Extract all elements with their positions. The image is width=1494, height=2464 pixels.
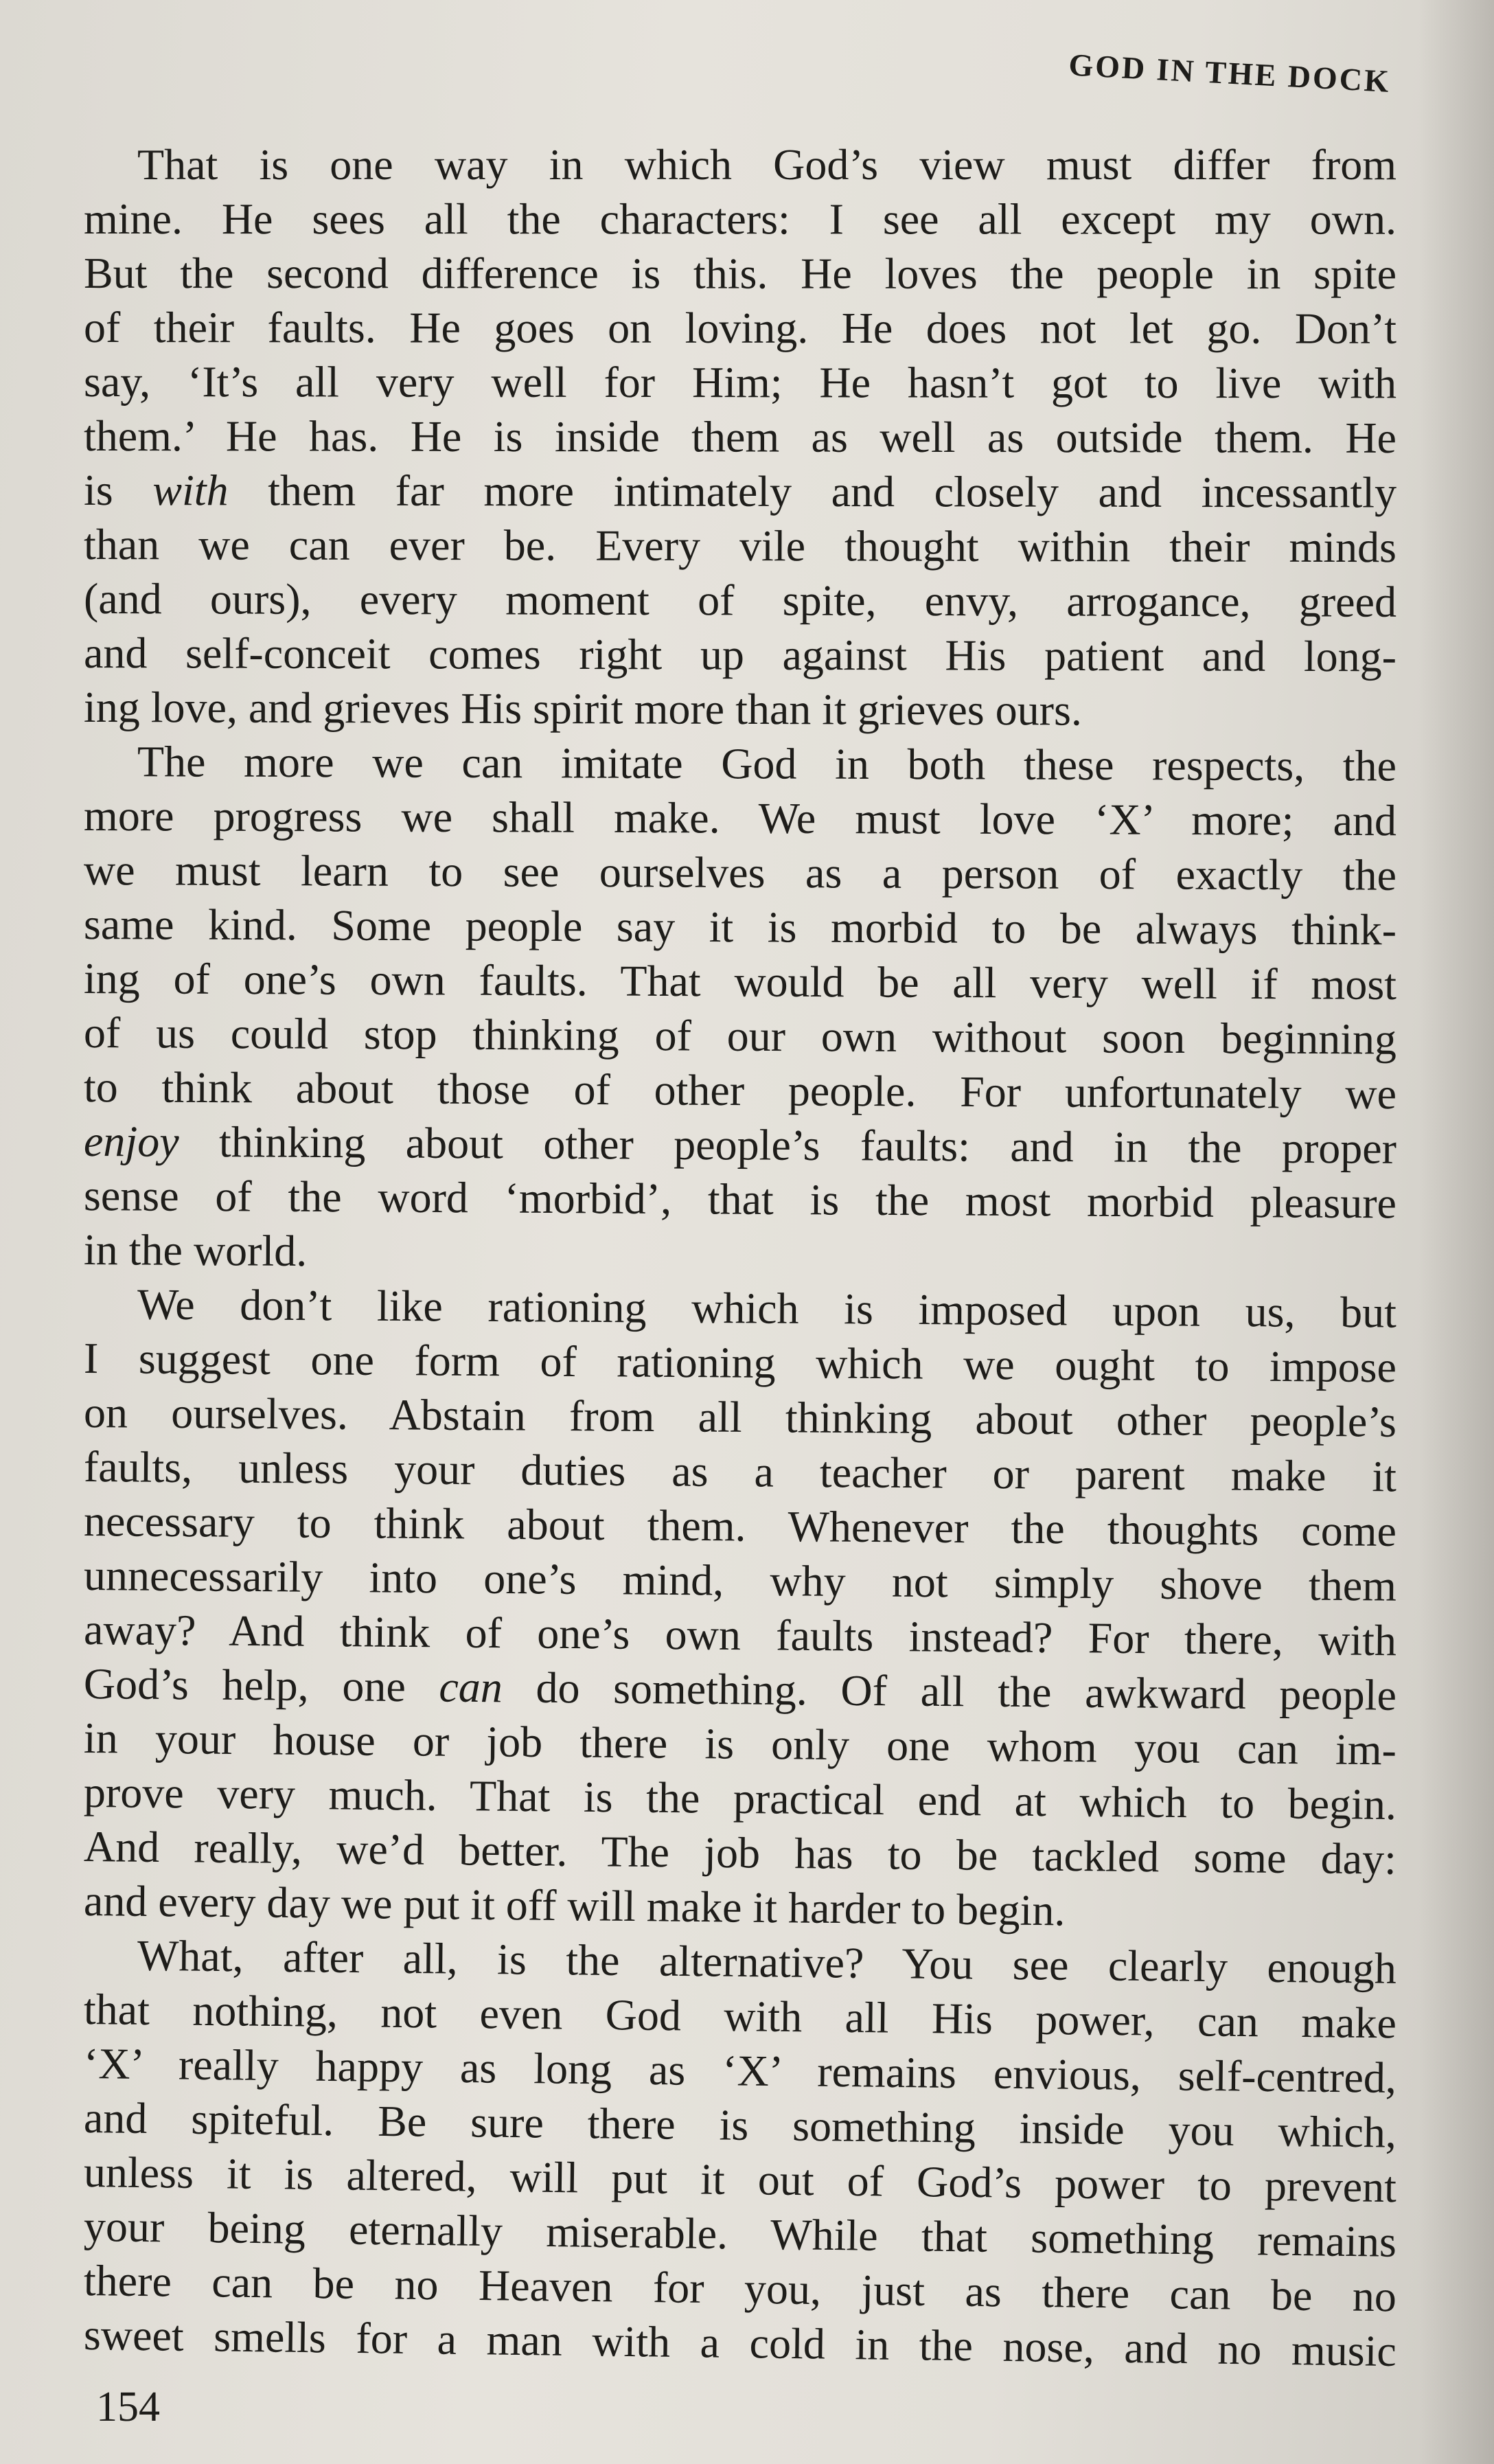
text-run: away? And think of one’s own faults instead? For there, with xyxy=(83,1605,1397,1665)
text-run: unless it is altered, will put it out of God’s power to prevent xyxy=(83,2147,1397,2212)
text-run: and every day we put it off will make it harder to begin. xyxy=(83,1876,1066,1935)
text-run: (and ours), every moment of spite, envy, arrogance, greed xyxy=(83,574,1397,626)
text-run: and self-conceit comes right up against His patient and long- xyxy=(83,628,1397,681)
text-run: thinking about other people’s faults: and in the proper xyxy=(179,1117,1397,1173)
text-run: and spiteful. Be sure there is something inside you which, xyxy=(83,2093,1397,2157)
text-run: of us could stop thinking of our own without soon beginning xyxy=(83,1008,1397,1064)
text-line xyxy=(84,1494,1397,1558)
text-line xyxy=(84,300,1397,356)
text-run: of their faults. He goes on loving. He does not let go. Don’t xyxy=(83,303,1397,353)
text-line xyxy=(84,897,1397,957)
text-line xyxy=(84,354,1397,410)
text-line xyxy=(84,1005,1397,1066)
text-run: necessary to think about them. Whenever the thoughts come xyxy=(83,1496,1397,1556)
text-run: is xyxy=(83,466,153,515)
text-run: same kind. Some people say it is morbid to be always think- xyxy=(83,900,1397,955)
text-line xyxy=(84,1277,1397,1340)
text-line xyxy=(84,137,1397,192)
body-text xyxy=(83,137,1397,2376)
text-line xyxy=(84,1548,1397,1613)
text-run: your being eternally miserable. While that something remains xyxy=(83,2202,1397,2266)
text-run: unnecessarily into one’s mind, why not simply shove them xyxy=(83,1551,1397,1610)
text-run: on ourselves. Abstain from all thinking about other people’s xyxy=(83,1388,1397,1446)
text-line xyxy=(84,571,1397,629)
text-line xyxy=(84,680,1397,738)
italic-word: can xyxy=(439,1662,503,1712)
text-run: them.’ He has. He is inside them as well as outside them. He xyxy=(83,411,1397,463)
text-run: And really, we’d better. The job has to be tackled some day: xyxy=(83,1822,1397,1884)
text-run: God’s help, one xyxy=(83,1659,439,1711)
text-line xyxy=(84,1439,1397,1503)
text-run: The more we can imitate God in both these respects, the xyxy=(137,737,1397,790)
text-line xyxy=(84,1222,1397,1285)
text-run: prove very much. That is the practical end at which to begin. xyxy=(83,1768,1397,1829)
text-run: sweet smells for a man with a cold in the nose, and no music xyxy=(83,2310,1397,2376)
text-run: sense of the word ‘morbid’, that is the most morbid pleasure xyxy=(83,1171,1397,1228)
text-run: do something. Of all the awkward people xyxy=(502,1663,1397,1720)
text-run: That is one way in which God’s view must differ from xyxy=(137,140,1397,189)
text-run: to think about those of other people. For unfortunately we xyxy=(83,1062,1397,1119)
text-run: ‘X’ really happy as long as ‘X’ remains envious, self-centred, xyxy=(83,2039,1397,2103)
text-run: faults, unless your duties as a teacher or parent make it xyxy=(83,1442,1397,1501)
text-run: more progress we shall make. We must love ‘X’ more; and xyxy=(83,791,1397,845)
text-line xyxy=(84,1060,1397,1121)
text-run: mine. He sees all the characters: I see all except my own. xyxy=(83,194,1397,244)
text-run: I suggest one form of rationing which we ought to impose xyxy=(83,1334,1397,1392)
text-line xyxy=(84,517,1397,574)
text-line xyxy=(84,843,1397,902)
text-run: in your house or job there is only one whom you can im- xyxy=(83,1713,1397,1775)
page-number: 154 xyxy=(96,2384,160,2430)
text-run: than we can ever be. Every vile thought within their minds xyxy=(83,520,1397,572)
text-run: them far more intimately and closely and incessantly xyxy=(228,466,1397,517)
text-line xyxy=(84,788,1397,847)
text-line xyxy=(84,192,1397,247)
italic-word: with xyxy=(152,466,229,515)
text-run: We don’t like rationing which is imposed upon us, but xyxy=(137,1279,1397,1337)
text-run: say, ‘It’s all very well for Him; He hasn’t got to live with xyxy=(83,357,1397,408)
text-line xyxy=(84,246,1397,301)
text-line xyxy=(84,409,1397,465)
running-head: GOD IN THE DOCK xyxy=(1068,47,1392,99)
text-line xyxy=(84,1385,1397,1449)
text-run: ing of one’s own faults. That would be all very well if most xyxy=(83,954,1397,1009)
text-run: in the world. xyxy=(83,1225,308,1276)
text-line xyxy=(84,463,1397,520)
text-line xyxy=(84,1168,1397,1230)
text-run: there can be no Heaven for you, just as there can be no xyxy=(83,2256,1397,2321)
text-run: What, after all, is the alternative? You see clearly enough xyxy=(137,1930,1397,1993)
text-line xyxy=(84,1331,1397,1394)
text-line xyxy=(84,1114,1397,1176)
text-line xyxy=(84,951,1397,1012)
text-run: ing love, and grieves His spirit more than it grieves ours. xyxy=(83,683,1083,735)
text-line xyxy=(84,734,1397,793)
text-run: we must learn to see ourselves as a person of exactly the xyxy=(83,845,1397,900)
text-run: But the second difference is this. He loves the people in spite xyxy=(83,249,1397,299)
text-run: that nothing, not even God with all His power, can make xyxy=(83,1985,1397,2048)
italic-word: enjoy xyxy=(83,1117,179,1166)
text-line xyxy=(84,626,1397,683)
